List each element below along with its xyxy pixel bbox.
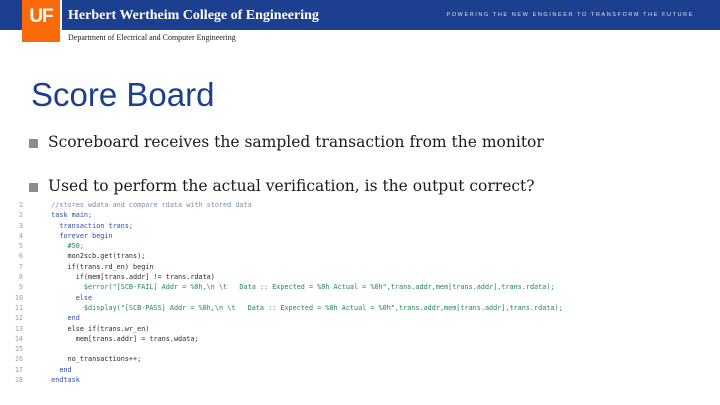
- code-line: [8, 283, 714, 293]
- square-bullet-icon: [29, 139, 38, 148]
- code-text: #50;: [43, 242, 84, 251]
- line-number: 17: [14, 365, 23, 374]
- line-number: 2: [18, 211, 23, 220]
- line-number: 7: [18, 262, 23, 271]
- code-line: [8, 201, 714, 211]
- line-number: 8: [18, 273, 23, 282]
- line-number: 15: [14, 345, 23, 354]
- code-text: if(mem[trans.addr] != trans.rdata): [43, 273, 215, 282]
- bullet-text: Scoreboard receives the sampled transaction from the monitor: [48, 133, 544, 151]
- code-text: task main;: [43, 211, 93, 220]
- college-name: Herbert Wertheim College of Engineering: [68, 8, 319, 23]
- code-line: [8, 242, 714, 252]
- code-text: else: [43, 293, 93, 302]
- bullet-text: Used to perform the actual verification, is the output correct?: [48, 177, 535, 195]
- code-line: [8, 263, 714, 273]
- slide-title: Score Board: [31, 76, 215, 113]
- code-line: [8, 222, 714, 232]
- line-number: 5: [18, 242, 23, 251]
- line-number: 11: [14, 303, 23, 312]
- code-line: [8, 211, 714, 221]
- line-number: 6: [18, 252, 23, 261]
- code-text: mem[trans.addr] = trans.wdata;: [43, 334, 199, 343]
- square-bullet-icon: [29, 183, 38, 192]
- code-text: end: [43, 365, 72, 374]
- line-number: 1: [18, 201, 23, 209]
- line-number: 16: [14, 355, 23, 364]
- code-text: transaction trans;: [43, 221, 134, 230]
- code-line: [8, 325, 714, 335]
- line-number: 3: [18, 221, 23, 230]
- department-name: Department of Electrical and Computer Engineering: [68, 33, 236, 42]
- code-line: [8, 376, 714, 386]
- code-block: [8, 201, 714, 397]
- line-number: 14: [14, 334, 23, 343]
- code-text: no_transactions++;: [43, 355, 142, 364]
- college-tagline: POWERING THE NEW ENGINEER TO TRANSFORM THE FUTURE: [446, 12, 694, 18]
- line-number: 13: [14, 324, 23, 333]
- code-line: [8, 294, 714, 304]
- code-line: [8, 314, 714, 324]
- code-line: [8, 345, 714, 355]
- line-number: 12: [14, 314, 23, 323]
- line-number: 10: [14, 293, 23, 302]
- code-line: [8, 273, 714, 283]
- code-line: [8, 355, 714, 365]
- code-line: [8, 252, 714, 262]
- code-text: $display("[SCB-PASS] Addr = %0h,\n \t Data :: Expected = %0h Actual = %0h",trans.addr,mem[trans.addr],trans.rdata);: [43, 303, 563, 312]
- line-number: 4: [18, 231, 23, 240]
- uf-logo: [22, 0, 62, 42]
- code-line: [8, 366, 714, 376]
- uf-logo-text: UF: [29, 6, 53, 27]
- code-text: if(trans.rd_en) begin: [43, 262, 154, 271]
- code-text: endtask: [43, 376, 80, 385]
- line-number: 9: [18, 283, 23, 292]
- code-line: [8, 232, 714, 242]
- code-text: $error("[SCB-FAIL] Addr = %0h,\n \t Data :: Expected = %0h Actual = %0h",trans.addr,mem[trans.addr],trans.rdata);: [43, 283, 555, 292]
- code-text: forever begin: [43, 231, 113, 240]
- code-line: [8, 304, 714, 314]
- code-text: end: [43, 314, 80, 323]
- code-text: //stores wdata and compare rdata with stored data: [43, 201, 252, 209]
- header-bar: [0, 0, 720, 30]
- line-number: 18: [14, 376, 23, 385]
- code-line: [8, 335, 714, 345]
- code-text: mon2scb.get(trans);: [43, 252, 146, 261]
- code-text: else if(trans.wr_en): [43, 324, 150, 333]
